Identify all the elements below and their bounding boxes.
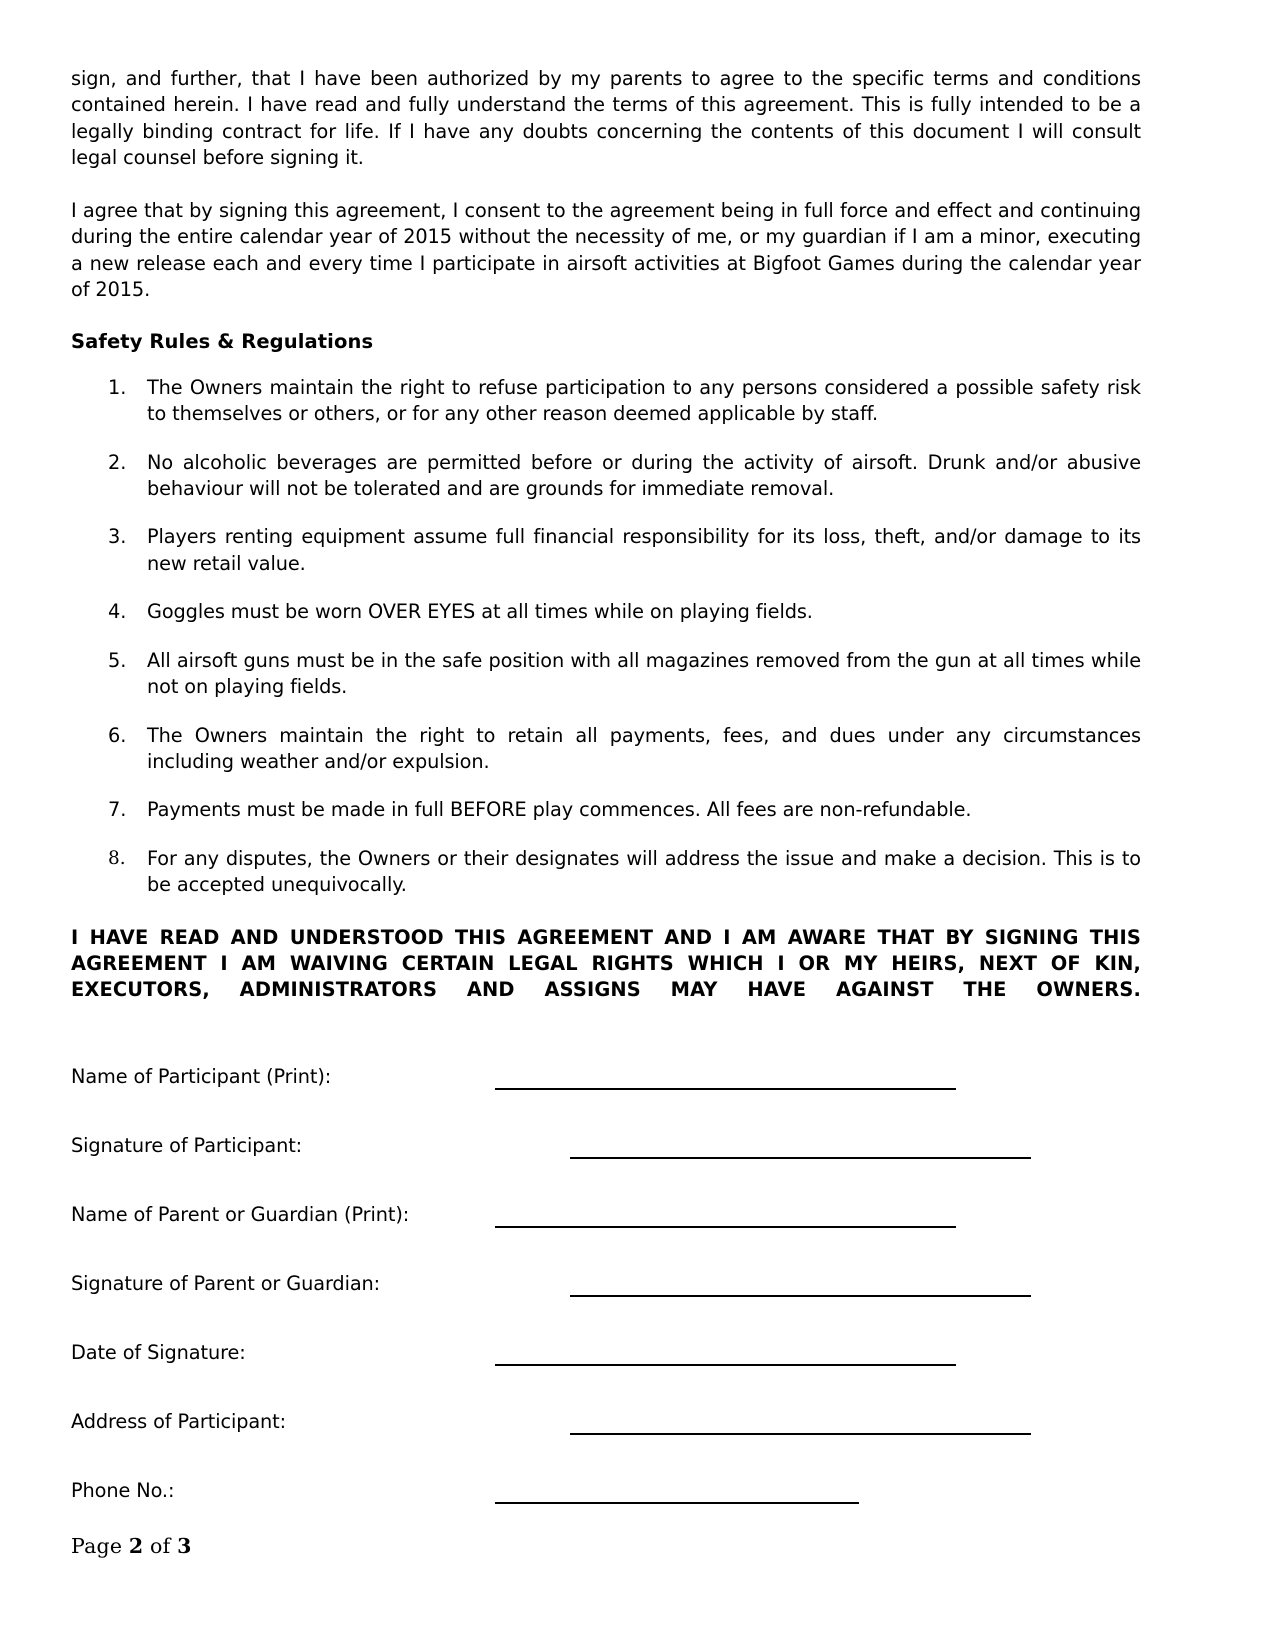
footer-current-page: 2	[128, 1534, 144, 1558]
date-of-signature-input-line[interactable]	[495, 1364, 956, 1366]
signature-fields-block	[71, 1064, 1141, 1547]
field-row-date-of-signature	[71, 1340, 1141, 1409]
page-footer	[71, 1534, 192, 1558]
field-label: Phone No.:	[71, 1479, 175, 1503]
footer-total-pages: 3	[177, 1534, 192, 1558]
list-item	[71, 450, 1141, 503]
address-of-participant-input-line[interactable]	[570, 1433, 1031, 1435]
list-item	[71, 797, 1141, 823]
rule-text: Goggles must be worn OVER EYES at all times while on playing fields.	[147, 600, 813, 624]
field-row-phone-no	[71, 1478, 1141, 1547]
footer-middle: of	[143, 1534, 178, 1558]
footer-prefix: Page	[71, 1534, 129, 1558]
field-row-signature-of-parent-or-guardian	[71, 1271, 1141, 1340]
paragraph-continuation: sign, and further, that I have been authorized by my parents to agree to the specific terms and conditions contained herein. I have read and fully understand the terms of this agreement. This is fully intended to be a legally binding contract for life. If I have any doubts concerning the contents of this document I will consult legal counsel before signing it.	[71, 67, 1141, 170]
field-row-name-of-participant	[71, 1064, 1141, 1133]
rule-text: Players renting equipment assume full financial responsibility for its loss, theft, and/or damage to its new retail value.	[147, 525, 1141, 575]
field-row-signature-of-participant	[71, 1133, 1141, 1202]
list-item	[71, 524, 1141, 577]
field-label: Address of Participant:	[71, 1410, 287, 1434]
name-of-parent-or-guardian-input-line[interactable]	[495, 1226, 956, 1228]
safety-rules-list	[71, 375, 1141, 899]
safety-rules-heading: Safety Rules & Regulations	[71, 330, 374, 354]
field-row-address-of-participant	[71, 1409, 1141, 1478]
field-row-name-of-parent-or-guardian	[71, 1202, 1141, 1271]
field-label: Date of Signature:	[71, 1341, 246, 1365]
rule-text: The Owners maintain the right to retain all payments, fees, and dues under any circumstances including weather and/or expulsion.	[147, 723, 1141, 773]
page-content	[71, 66, 1141, 1547]
rule-text: All airsoft guns must be in the safe position with all magazines removed from the gun at all times while not on playing fields.	[147, 648, 1141, 699]
name-of-participant-input-line[interactable]	[495, 1088, 956, 1090]
field-label: Name of Participant (Print):	[71, 1065, 332, 1089]
phone-no-input-line[interactable]	[495, 1502, 859, 1504]
paragraph-consent: I agree that by signing this agreement, I consent to the agreement being in full force and effect and continuing during the entire calendar year of 2015 without the necessity of me, or my guardian if I am a minor, executing a new release each and every time I participate in airsoft activities at Bigfoot Games during the calendar year of 2015.	[71, 198, 1141, 301]
field-label: Name of Parent or Guardian (Print):	[71, 1203, 410, 1227]
signature-of-parent-or-guardian-input-line[interactable]	[570, 1295, 1031, 1297]
rule-text: Payments must be made in full BEFORE play commences. All fees are non-refundable.	[147, 798, 972, 822]
list-item	[71, 846, 1141, 899]
list-item	[71, 723, 1141, 776]
signature-of-participant-input-line[interactable]	[570, 1157, 1031, 1159]
list-item	[71, 648, 1141, 701]
rule-text: No alcoholic beverages are permitted before or during the activity of airsoft. Drunk and/or abusive behaviour will not be tolerated and are grounds for immediate removal.	[147, 450, 1141, 500]
rule-text: The Owners maintain the right to refuse participation to any persons considered a possible safety risk to themselves or others, or for any other reason deemed applicable by staff.	[147, 375, 1141, 426]
acknowledgement-statement: I HAVE READ AND UNDERSTOOD THIS AGREEMENT AND I AM AWARE THAT BY SIGNING THIS AGREEMENT I AM WAIVING CERTAIN LEGAL RIGHTS WHICH I OR MY HEIRS, NEXT OF KIN, EXECUTORS, ADMINISTRATORS AND ASSIGNS MAY HAVE AGAINST THE OWNERS.	[71, 925, 1141, 1002]
rule-text: For any disputes, the Owners or their designates will address the issue and make a decision. This is to be accepted unequivocally.	[147, 846, 1141, 897]
list-item	[71, 375, 1141, 428]
field-label: Signature of Parent or Guardian:	[71, 1272, 381, 1296]
list-item	[71, 599, 1141, 625]
field-label: Signature of Participant:	[71, 1134, 303, 1158]
